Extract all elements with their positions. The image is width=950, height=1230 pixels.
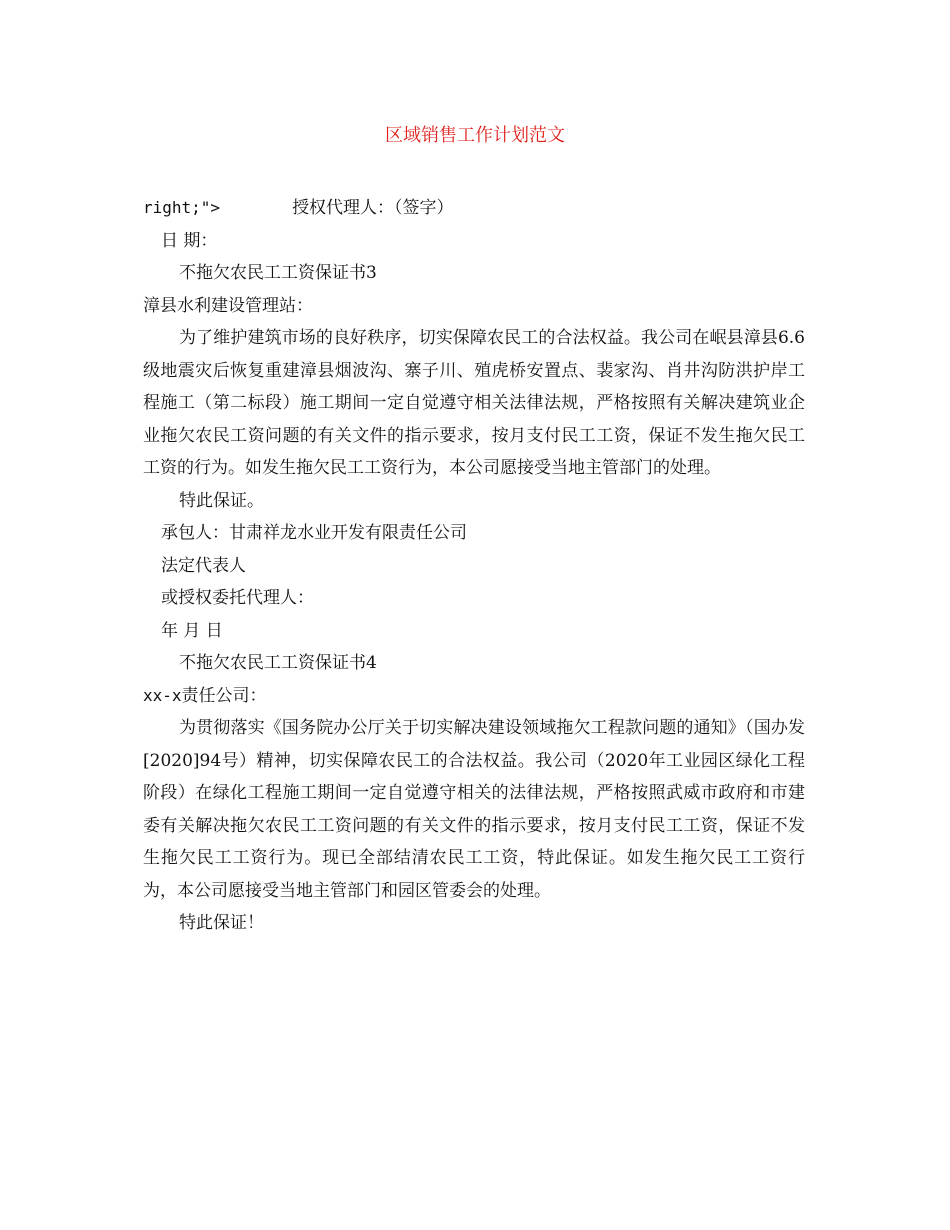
authorized-agent-label: 授权代理人：（签字） (292, 198, 454, 218)
document-body (143, 192, 805, 940)
contractor-line: 承包人：甘肃祥龙水业开发有限责任公司 (161, 523, 467, 543)
signature-line (143, 192, 805, 225)
section-heading-4: 不拖欠农民工工资保证书4 (179, 653, 377, 673)
addressee-line-2 (143, 680, 805, 713)
closing-line-2: 特此保证！ (179, 913, 264, 933)
section-heading-3: 不拖欠农民工工资保证书3 (179, 263, 377, 283)
addressee-line: 漳县水利建设管理站： (143, 295, 313, 316)
document-title: 区域销售工作计划范文 (385, 125, 565, 146)
agent-line: 或授权委托代理人： (161, 588, 314, 608)
paragraph-2: 为贯彻落实《国务院办公厅关于切实解决建设领域拖欠工程款问题的通知》（国办发[2020]94号）精神，切实保障农民工的合法权益。我公司（2020年工业园区绿化工程阶段）在绿化工程施工期间一定自觉遵守相关的法律法规，严格按照武威市政府和市建委有关解决拖欠农民工工资问题的有关文件的指示要求，按月支付民工工资，保证不发生拖欠民工工资行为。现已全部结清农民工工资，特此保证。如发生拖欠民工工资行为，本公司愿接受当地主管部门和园区管委会的处理。 (143, 718, 805, 901)
legal-rep-line: 法定代表人 (161, 555, 246, 576)
company-code: xx-x (143, 685, 182, 705)
date-line: 日 期： (161, 230, 218, 251)
closing-line-1: 特此保证。 (179, 490, 264, 511)
company-suffix: 责任公司： (181, 685, 267, 706)
code-fragment: right;"> (143, 198, 221, 217)
date-ymd-line: 年 月 日 (161, 620, 223, 641)
paragraph-1: 为了维护建筑市场的良好秩序，切实保障农民工的合法权益。我公司在岷县漳县6.6级地震灾后恢复重建漳县烟波沟、寨子川、殖虎桥安置点、裴家沟、肖井沟防洪护岸工程施工（第二标段）施工期间一定自觉遵守相关法律法规，严格按照有关解决建筑业企业拖欠农民工资问题的有关文件的指示要求，按月支付民工工资，保证不发生拖欠民工工资的行为。如发生拖欠民工工资行为，本公司愿接受当地主管部门的处理。 (143, 328, 805, 478)
